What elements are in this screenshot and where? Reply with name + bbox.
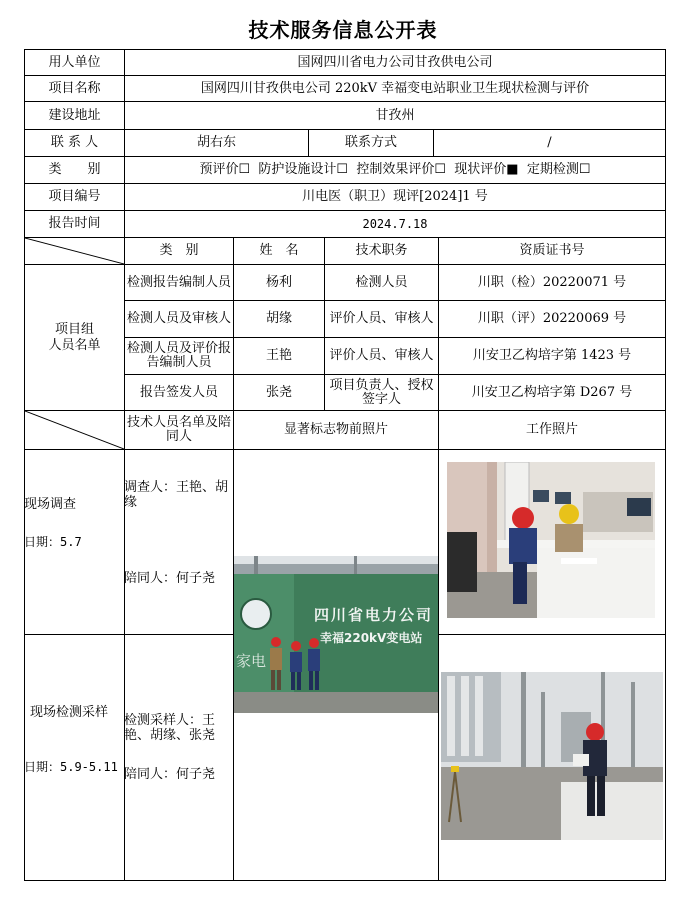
option-control-effect: 控制效果评价☐ (356, 162, 447, 177)
member-group-label: 项目组 人员名单 (24, 264, 125, 411)
member-row-4-title: 项目负责人、授权签字人 (324, 374, 439, 411)
unit-value: 国网四川省电力公司甘孜供电公司 (124, 49, 666, 76)
category-options (124, 156, 666, 184)
contact-value: 胡右东 (124, 129, 309, 157)
member-row-3-category: 检测人员及评价报告编制人员 (124, 337, 234, 375)
member-row-1-cert: 川职（检）20220071 号 (438, 264, 666, 301)
project-name-value: 国网四川甘孜供电公司 220kV 幸福变电站职业卫生现状检测与评价 (124, 75, 666, 102)
checkbox-icon: ☐ (578, 162, 591, 177)
survey-investigators: 调查人：王艳、胡缘 (124, 480, 229, 510)
member-header-title: 技术职务 (324, 237, 439, 265)
page-title: 技术服务信息公开表 (248, 18, 438, 42)
option-periodic-inspection: 定期检测☐ (526, 162, 591, 177)
fieldwork-header-staff: 技术人员名单及陪同人 (124, 410, 234, 450)
member-row-3-title: 评价人员、审核人 (324, 337, 439, 375)
sampling-date: 日期：5.9-5.11 (24, 760, 118, 774)
sampling-staff: 检测采样人：王艳、胡缘、张尧 (124, 713, 216, 743)
checkbox-icon: ☐ (238, 162, 251, 177)
address-value: 甘孜州 (124, 101, 666, 130)
survey-companion: 陪同人：何子尧 (124, 571, 216, 586)
project-no-value: 川电医（职卫）现评[2024]1 号 (124, 183, 666, 211)
member-row-2-name: 胡缘 (233, 300, 325, 338)
checkbox-checked-icon: ■ (506, 162, 519, 177)
work-photo-office (447, 462, 655, 618)
survey-staff-cell (124, 449, 234, 635)
survey-date: 日期：5.7 (24, 535, 82, 549)
category-label: 类 别 (24, 156, 125, 184)
member-row-3-cert: 川安卫乙构培字第 1423 号 (438, 337, 666, 375)
contact-label: 联 系 人 (24, 129, 125, 157)
sampling-companion: 陪同人：何子尧 (124, 767, 216, 782)
landmark-sign-sub: 幸福220kV变电站 (320, 631, 423, 645)
project-name-label: 项目名称 (24, 75, 125, 102)
member-row-4-cert: 川安卫乙构培字第 D267 号 (438, 374, 666, 411)
contact-method-label: 联系方式 (308, 129, 434, 157)
member-row-3-name: 王艳 (233, 337, 325, 375)
member-header-cert: 资质证书号 (438, 237, 666, 265)
sampling-staff-cell (124, 634, 234, 881)
member-row-1-category: 检测报告编制人员 (124, 264, 234, 301)
unit-label: 用人单位 (24, 49, 125, 76)
member-row-2-cert: 川职（评）20220069 号 (438, 300, 666, 338)
report-time-label: 报告时间 (24, 210, 125, 238)
contact-method-value: / (433, 129, 666, 157)
member-header-category: 类 别 (124, 237, 234, 265)
diagonal-header-cell (24, 237, 125, 265)
survey-label: 现场调查 (24, 497, 77, 512)
member-header-name: 姓 名 (233, 237, 325, 265)
diagonal-header-cell-2 (24, 410, 125, 450)
member-row-2-title: 评价人员、审核人 (324, 300, 439, 338)
option-protection-design: 防护设施设计☐ (258, 162, 349, 177)
report-time-value: 2024.7.18 (124, 210, 666, 238)
checkbox-icon: ☐ (336, 162, 349, 177)
member-row-1-title: 检测人员 (324, 264, 439, 301)
checkbox-icon: ☐ (434, 162, 447, 177)
member-row-4-category: 报告签发人员 (124, 374, 234, 411)
sampling-label: 现场检测采样 (30, 705, 109, 720)
work-photo-substation (441, 672, 663, 840)
fieldwork-header-landmark: 显著标志物前照片 (233, 410, 439, 450)
member-row-1-name: 杨利 (233, 264, 325, 301)
fieldwork-header-work: 工作照片 (438, 410, 666, 450)
landmark-sign-text: 四川省电力公司 (314, 606, 434, 624)
option-pre-evaluation: 预评价☐ (199, 162, 251, 177)
landmark-photo (234, 556, 439, 713)
address-label: 建设地址 (24, 101, 125, 130)
landmark-side-text: 家电 (236, 652, 267, 670)
member-row-2-category: 检测人员及审核人 (124, 300, 234, 338)
option-status-evaluation: 现状评价■ (454, 162, 519, 177)
sampling-label-cell (24, 634, 125, 881)
project-no-label: 项目编号 (24, 183, 125, 211)
member-row-4-name: 张尧 (233, 374, 325, 411)
